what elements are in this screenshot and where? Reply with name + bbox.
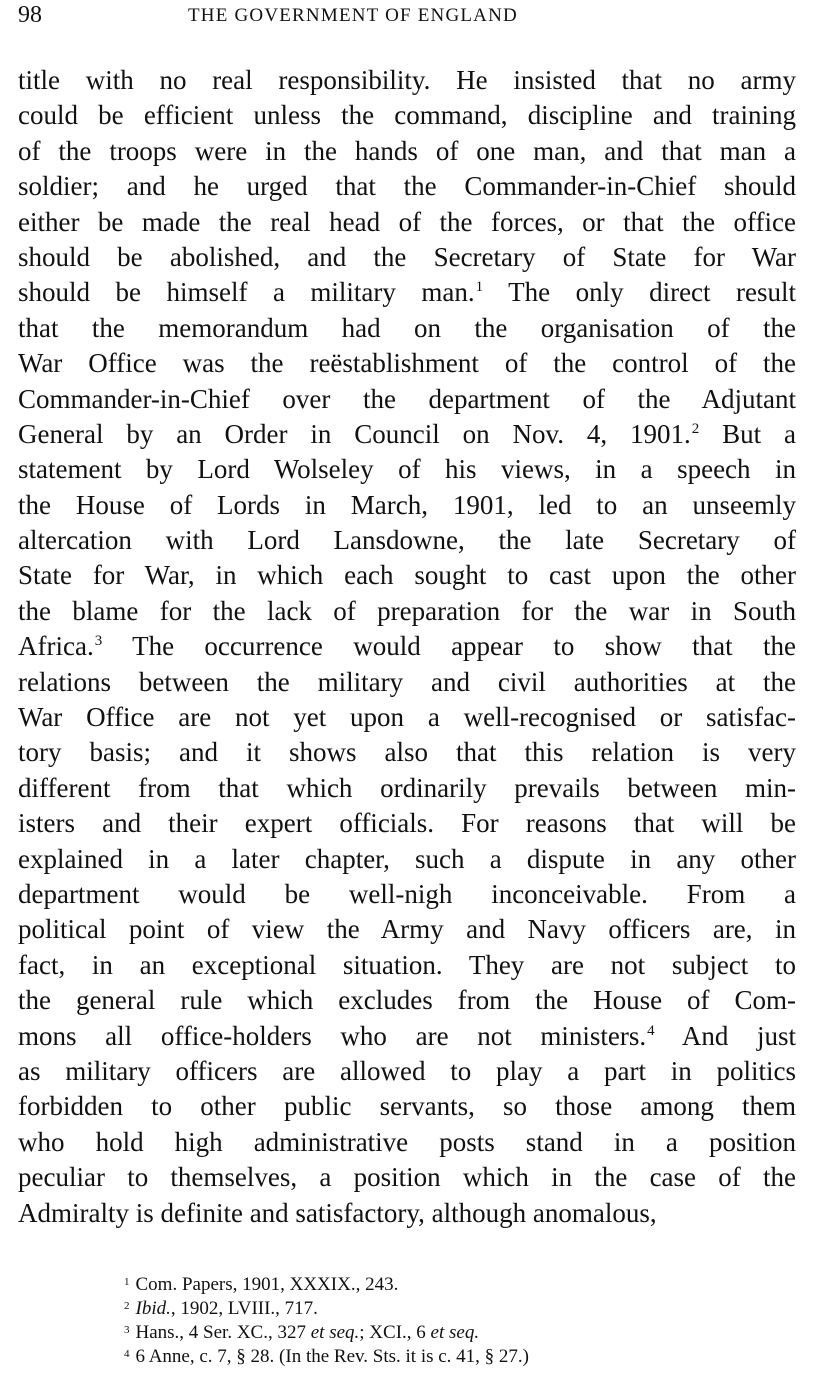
- text-line: [18, 700, 796, 735]
- text-segment: should be abolished, and the Secretary of State for War: [18, 241, 796, 272]
- text-segment: that the memorandum had on the organisation of the: [18, 312, 796, 343]
- text-segment: could be efficient unless the command, discipline and training: [18, 100, 796, 131]
- text-line: [18, 417, 796, 452]
- page-number: 98: [18, 2, 42, 28]
- text-segment: Africa.: [18, 631, 94, 662]
- text-segment: forbidden to other public servants, so those among them: [18, 1091, 796, 1122]
- footnote-reference: 2: [691, 420, 700, 437]
- text-line: [18, 983, 796, 1018]
- text-segment: explained in a later chapter, such a dispute in any other: [18, 843, 796, 874]
- footnote-text: et seq.: [430, 1322, 480, 1343]
- text-segment: But a: [699, 418, 796, 449]
- footnote-text: Ibid.: [135, 1298, 171, 1319]
- text-line: [18, 452, 796, 487]
- text-line: [18, 1019, 796, 1054]
- text-line: [18, 948, 796, 983]
- text-segment: the general rule which excludes from the House of Com-: [18, 985, 796, 1016]
- text-segment: should be himself a military man.: [18, 277, 475, 308]
- text-line: [18, 311, 796, 346]
- text-segment: altercation with Lord Lansdowne, the late Secretary of: [18, 525, 796, 556]
- text-line: [18, 275, 796, 310]
- text-segment: as military officers are allowed to play a part in politics: [18, 1055, 796, 1086]
- text-segment: relations between the military and civil authorities at the: [18, 666, 796, 697]
- footnotes: [124, 1270, 764, 1366]
- text-line: [18, 382, 796, 417]
- text-line: [18, 665, 796, 700]
- text-segment: political point of view the Army and Navy officers are, in: [18, 914, 796, 945]
- text-line: [18, 169, 796, 204]
- text-segment: of the troops were in the hands of one man, and that man a: [18, 135, 796, 166]
- footnote: [124, 1294, 764, 1318]
- text-segment: The occurrence would appear to show that the: [102, 631, 796, 662]
- text-segment: different from that which ordinarily prevails between min-: [18, 772, 796, 803]
- text-line: [18, 98, 796, 133]
- text-segment: who hold high administrative posts stand in a position: [18, 1126, 796, 1157]
- page-header: [18, 2, 798, 28]
- footnote: [124, 1342, 764, 1366]
- footnote-mark: 3: [124, 1324, 130, 1336]
- text-segment: General by an Order in Council on Nov. 4, 1901.: [18, 418, 691, 449]
- footnote-reference: 1: [475, 279, 484, 296]
- text-line: [18, 488, 796, 523]
- footnote-text: Com. Papers, 1901, XXXIX., 243.: [135, 1274, 399, 1295]
- text-line: [18, 629, 796, 664]
- text-line: [18, 346, 796, 381]
- footnote-reference: 4: [647, 1022, 655, 1039]
- text-line: [18, 1089, 796, 1124]
- text-segment: State for War, in which each sought to cast upon the other: [18, 560, 796, 591]
- text-segment: And just: [654, 1020, 796, 1051]
- footnote-text: , 1902, LVIII., 717.: [170, 1298, 318, 1319]
- footnote-text: Hans., 4 Ser. XC., 327: [135, 1322, 311, 1343]
- text-segment: statement by Lord Wolseley of his views, in a speech in: [18, 454, 796, 485]
- text-segment: the blame for the lack of preparation for the war in South: [18, 595, 796, 626]
- text-line: [18, 842, 796, 877]
- text-line: [18, 806, 796, 841]
- text-line: [18, 1054, 796, 1089]
- text-segment: isters and their expert officials. For reasons that will be: [18, 808, 796, 839]
- footnote-mark: 4: [124, 1348, 130, 1360]
- text-segment: mons all office-holders who are not ministers.: [18, 1020, 647, 1051]
- text-segment: department would be well-nigh inconceivable. From a: [18, 878, 796, 909]
- text-line: [18, 240, 796, 275]
- text-line: [18, 205, 796, 240]
- text-line: [18, 134, 796, 169]
- running-head: THE GOVERNMENT OF ENGLAND: [188, 5, 518, 26]
- text-line: [18, 1160, 796, 1195]
- text-segment: The only direct result: [483, 277, 796, 308]
- text-line: [18, 523, 796, 558]
- text-line: [18, 877, 796, 912]
- footnote-mark: 2: [124, 1300, 130, 1312]
- text-line: [18, 594, 796, 629]
- text-segment: Admiralty is definite and satisfactory, although anomalous,: [18, 1197, 657, 1228]
- text-segment: peculiar to themselves, a position which in the case of the: [18, 1162, 796, 1193]
- footnote-text: ; XCI., 6: [359, 1322, 431, 1343]
- footnote-text: et seq.: [310, 1322, 360, 1343]
- footnote: [124, 1270, 764, 1294]
- text-segment: soldier; and he urged that the Commander-in-Chief should: [18, 171, 796, 202]
- text-line: [18, 1196, 796, 1231]
- text-segment: Commander-in-Chief over the department of the Adjutant: [18, 383, 796, 414]
- text-segment: the House of Lords in March, 1901, led to an unseemly: [18, 489, 796, 520]
- text-segment: War Office are not yet upon a well-recognised or satisfac-: [18, 702, 796, 733]
- text-line: [18, 558, 796, 593]
- footnote-mark: 1: [124, 1276, 130, 1288]
- text-segment: fact, in an exceptional situation. They are not subject to: [18, 949, 796, 980]
- body-text: [18, 63, 796, 1231]
- text-line: [18, 771, 796, 806]
- footnote-reference: 3: [94, 633, 103, 650]
- text-line: [18, 912, 796, 947]
- text-segment: title with no real responsibility. He insisted that no army: [18, 65, 796, 95]
- text-segment: either be made the real head of the forces, or that the office: [18, 206, 796, 237]
- text-line: [18, 1125, 796, 1160]
- text-segment: War Office was the reëstablishment of the control of the: [18, 348, 796, 379]
- text-segment: tory basis; and it shows also that this relation is very: [18, 737, 796, 768]
- text-line: [18, 63, 796, 98]
- footnote-text: 6 Anne, c. 7, § 28. (In the Rev. Sts. it is c. 41, § 27.): [135, 1346, 530, 1367]
- text-line: [18, 735, 796, 770]
- footnote: [124, 1318, 764, 1342]
